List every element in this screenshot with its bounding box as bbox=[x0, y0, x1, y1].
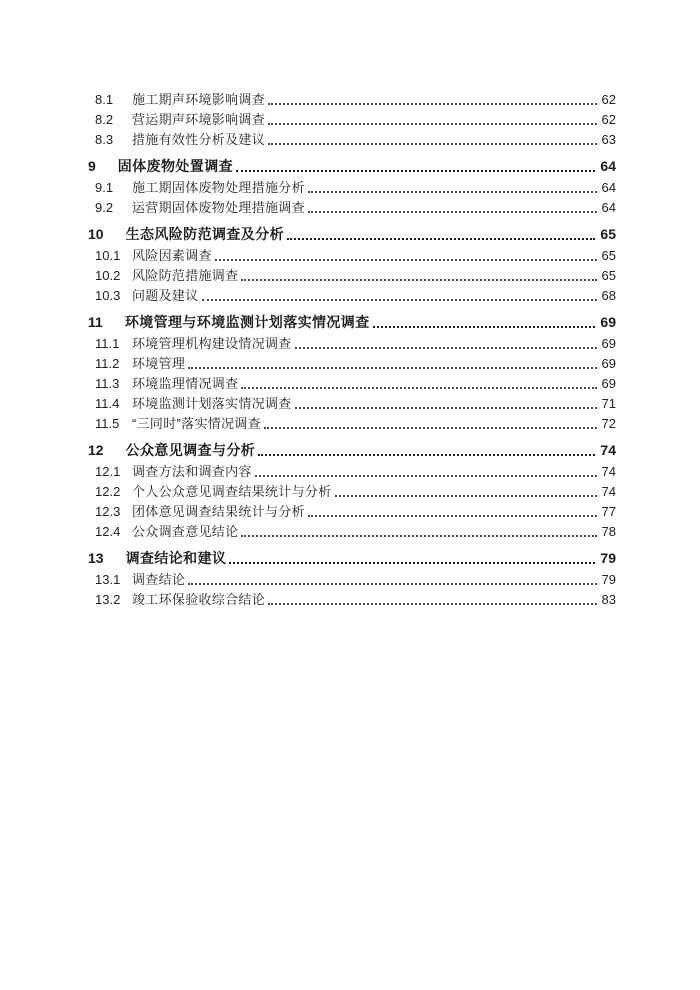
toc-entry-number: 9 bbox=[88, 158, 96, 174]
toc-entry-page: 65 bbox=[600, 226, 616, 242]
toc-entry-number: 12.3 bbox=[95, 504, 121, 519]
toc-entry-number: 8.3 bbox=[95, 132, 114, 147]
toc-entry-number: 13.2 bbox=[95, 592, 121, 607]
toc-entry-number: 11 bbox=[88, 314, 103, 330]
toc-entry-title: 调查方法和调查内容 bbox=[132, 464, 252, 479]
toc-entry-number: 13 bbox=[88, 550, 104, 566]
toc-entry[interactable] bbox=[88, 246, 616, 266]
toc-entry-page: 62 bbox=[601, 92, 616, 107]
toc-entry-number: 13.1 bbox=[95, 572, 121, 587]
toc-entry-page: 69 bbox=[601, 356, 616, 371]
toc-entry-page: 74 bbox=[600, 442, 616, 458]
toc-entry-title: 环境管理与环境监测计划落实情况调查 bbox=[124, 314, 370, 330]
toc-entry[interactable] bbox=[88, 110, 616, 130]
toc-entry-page: 69 bbox=[601, 336, 616, 351]
table-of-contents bbox=[88, 90, 616, 610]
toc-entry-number: 10.1 bbox=[95, 248, 121, 263]
toc-entry-title: 公众调查意见结论 bbox=[132, 524, 239, 539]
dot-leader bbox=[255, 440, 600, 460]
dot-leader bbox=[185, 354, 601, 374]
toc-entry-title: “三同时”落实情况调查 bbox=[132, 416, 261, 431]
toc-entry[interactable] bbox=[88, 224, 616, 244]
toc-entry-number: 9.2 bbox=[95, 200, 114, 215]
toc-entry-page: 64 bbox=[601, 180, 616, 195]
toc-entry-title: 环境监理情况调查 bbox=[132, 376, 239, 391]
toc-entry-number: 12.2 bbox=[95, 484, 121, 499]
dot-leader bbox=[226, 548, 600, 568]
toc-entry-title: 措施有效性分析及建议 bbox=[132, 132, 266, 147]
toc-entry-page: 78 bbox=[601, 524, 616, 539]
toc-entry-page: 65 bbox=[601, 268, 616, 283]
dot-leader bbox=[284, 224, 600, 244]
toc-entry[interactable] bbox=[88, 548, 616, 568]
toc-entry-title: 施工期声环境影响调查 bbox=[132, 92, 266, 107]
toc-entry-title: 施工期固体废物处理措施分析 bbox=[132, 180, 305, 195]
toc-entry-number: 12.4 bbox=[95, 524, 121, 539]
toc-entry-number: 10.3 bbox=[95, 288, 121, 303]
toc-entry-title: 问题及建议 bbox=[132, 288, 199, 303]
dot-leader bbox=[238, 374, 601, 394]
toc-entry-page: 63 bbox=[601, 132, 616, 147]
toc-entry-title: 竣工环保验收综合结论 bbox=[132, 592, 266, 607]
dot-leader bbox=[261, 414, 602, 434]
toc-entry-number: 11.5 bbox=[95, 416, 120, 431]
toc-entry-page: 65 bbox=[601, 248, 616, 263]
toc-entry[interactable] bbox=[88, 312, 616, 332]
toc-entry-title: 环境监测计划落实情况调查 bbox=[132, 396, 292, 411]
dot-leader bbox=[265, 90, 602, 110]
toc-entry-number: 8.2 bbox=[95, 112, 114, 127]
toc-entry[interactable] bbox=[88, 570, 616, 590]
dot-leader bbox=[238, 522, 601, 542]
toc-entry-title: 公众意见调查与分析 bbox=[125, 442, 256, 458]
toc-entry-title: 运营期固体废物处理措施调查 bbox=[132, 200, 305, 215]
toc-entry-page: 69 bbox=[601, 376, 616, 391]
toc-entry-number: 9.1 bbox=[95, 180, 114, 195]
toc-entry-title: 调查结论和建议 bbox=[125, 550, 227, 566]
toc-entry[interactable] bbox=[88, 178, 616, 198]
toc-entry[interactable] bbox=[88, 266, 616, 286]
toc-entry-page: 79 bbox=[601, 572, 616, 587]
toc-entry-title: 调查结论 bbox=[132, 572, 186, 587]
toc-entry[interactable] bbox=[88, 198, 616, 218]
toc-entry-title: 风险防范措施调查 bbox=[132, 268, 239, 283]
toc-entry-page: 64 bbox=[600, 158, 616, 174]
dot-leader bbox=[212, 246, 602, 266]
dot-leader bbox=[238, 266, 601, 286]
toc-entry-page: 72 bbox=[601, 416, 616, 431]
toc-entry-page: 77 bbox=[601, 504, 616, 519]
dot-leader bbox=[265, 110, 602, 130]
dot-leader bbox=[265, 130, 602, 150]
toc-entry-number: 8.1 bbox=[95, 92, 114, 107]
toc-entry-number: 11.2 bbox=[95, 356, 120, 371]
toc-entry-number: 10.2 bbox=[95, 268, 121, 283]
toc-entry-number: 11.3 bbox=[95, 376, 120, 391]
toc-entry-title: 团体意见调查结果统计与分析 bbox=[132, 504, 305, 519]
toc-entry-title: 营运期声环境影响调查 bbox=[132, 112, 266, 127]
dot-leader bbox=[292, 394, 602, 414]
toc-entry[interactable] bbox=[88, 502, 616, 522]
dot-leader bbox=[233, 156, 600, 176]
toc-entry-title: 风险因素调查 bbox=[132, 248, 212, 263]
toc-entry-title: 生态风险防范调查及分析 bbox=[125, 226, 284, 242]
dot-leader bbox=[305, 178, 602, 198]
dot-leader bbox=[305, 198, 602, 218]
toc-entry[interactable] bbox=[88, 156, 616, 176]
toc-entry-page: 68 bbox=[601, 288, 616, 303]
toc-entry-title: 环境管理 bbox=[132, 356, 186, 371]
toc-entry-number: 11.4 bbox=[95, 396, 120, 411]
dot-leader bbox=[332, 482, 602, 502]
toc-entry-page: 69 bbox=[600, 314, 616, 330]
toc-entry-title: 环境管理机构建设情况调查 bbox=[132, 336, 292, 351]
toc-entry[interactable] bbox=[88, 522, 616, 542]
dot-leader bbox=[370, 312, 601, 332]
dot-leader bbox=[265, 590, 602, 610]
toc-entry[interactable] bbox=[88, 354, 616, 374]
toc-entry-page: 71 bbox=[601, 396, 616, 411]
toc-entry-number: 10 bbox=[88, 226, 104, 242]
toc-entry-page: 83 bbox=[601, 592, 616, 607]
toc-entry-page: 64 bbox=[601, 200, 616, 215]
toc-entry[interactable] bbox=[88, 90, 616, 110]
toc-entry-title: 个人公众意见调查结果统计与分析 bbox=[132, 484, 332, 499]
toc-entry-number: 11.1 bbox=[95, 336, 120, 351]
dot-leader bbox=[185, 570, 601, 590]
toc-entry[interactable] bbox=[88, 374, 616, 394]
toc-entry[interactable] bbox=[88, 130, 616, 150]
toc-entry-title: 固体废物处置调查 bbox=[117, 158, 233, 174]
dot-leader bbox=[199, 286, 602, 306]
toc-entry[interactable] bbox=[88, 286, 616, 306]
toc-entry-number: 12.1 bbox=[95, 464, 121, 479]
toc-entry[interactable] bbox=[88, 462, 616, 482]
dot-leader bbox=[252, 462, 602, 482]
toc-entry-page: 62 bbox=[601, 112, 616, 127]
toc-entry[interactable] bbox=[88, 440, 616, 460]
toc-entry-page: 74 bbox=[601, 464, 616, 479]
toc-entry[interactable] bbox=[88, 334, 616, 354]
toc-entry-page: 74 bbox=[601, 484, 616, 499]
toc-entry[interactable] bbox=[88, 482, 616, 502]
toc-entry-page: 79 bbox=[600, 550, 616, 566]
dot-leader bbox=[292, 334, 602, 354]
toc-entry[interactable] bbox=[88, 590, 616, 610]
toc-entry[interactable] bbox=[88, 394, 616, 414]
dot-leader bbox=[305, 502, 602, 522]
toc-entry[interactable] bbox=[88, 414, 616, 434]
toc-entry-number: 12 bbox=[88, 442, 104, 458]
